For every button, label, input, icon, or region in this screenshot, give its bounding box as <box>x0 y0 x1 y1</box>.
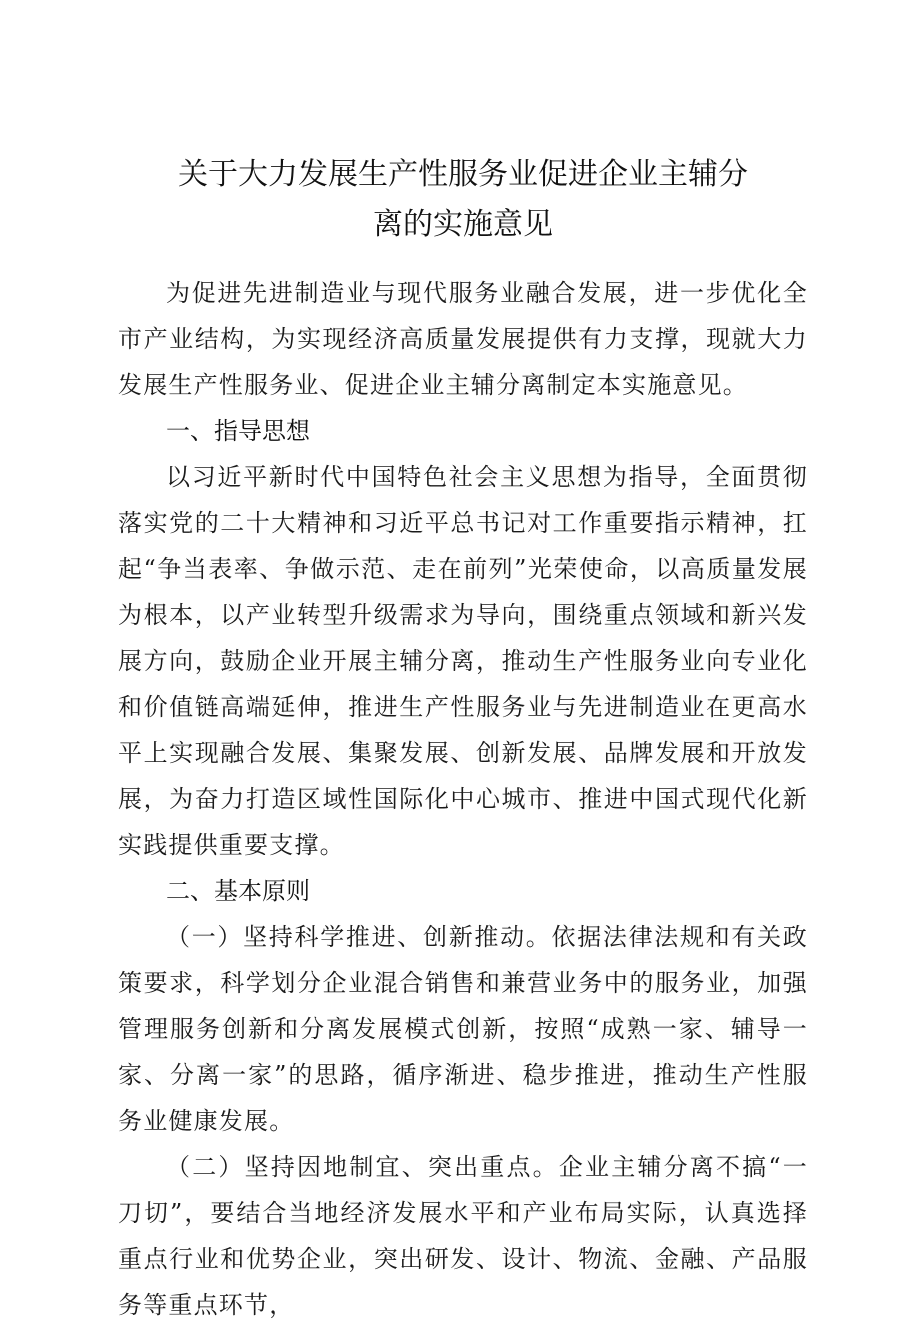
title-line-2: 离的实施意见 <box>373 207 553 242</box>
title-line-1: 关于大力发展生产性服务业促进企业主辅分 <box>178 157 748 192</box>
principle-2-paragraph: （二）坚持因地制宜、突出重点。企业主辅分离不搞“一刀切”，要结合当地经济发展水平和产业布局实际，认真选择重点行业和优势企业，突出研发、设计、物流、金融、产品服务等重点环节， <box>118 1153 808 1319</box>
section-heading-guiding-ideology: 一、指导思想 <box>166 417 310 445</box>
principle-1-paragraph: （一）坚持科学推进、创新推动。依据法律法规和有关政策要求，科学划分企业混合销售和兼营业务中的服务业，加强管理服务创新和分离发展模式创新，按照“成熟一家、辅导一家、分离一家”的思路，循序渐进、稳步推进，推动生产性服务业健康发展。 <box>118 923 808 1135</box>
guiding-ideology-paragraph: 以习近平新时代中国特色社会主义思想为指导，全面贯彻落实党的二十大精神和习近平总书记对工作重要指示精神，扛起“争当表率、争做示范、走在前列”光荣使命，以高质量发展为根本，以产业转型升级需求为导向，围绕重点领域和新兴发展方向，鼓励企业开展主辅分离，推动生产性服务业向专业化和价值链高端延伸，推进生产性服务业与先进制造业在更高水平上实现融合发展、集聚发展、创新发展、品牌发展和开放发展，为奋力打造区域性国际化中心城市、推进中国式现代化新实践提供重要支撑。 <box>118 463 808 859</box>
section-heading-basic-principles: 二、基本原则 <box>166 877 310 905</box>
document-title <box>118 0 808 250</box>
document-body <box>118 270 808 1328</box>
intro-paragraph: 为促进先进制造业与现代服务业融合发展，进一步优化全市产业结构，为实现经济高质量发展提供有力支撑，现就大力发展生产性服务业、促进企业主辅分离制定本实施意见。 <box>118 279 808 399</box>
